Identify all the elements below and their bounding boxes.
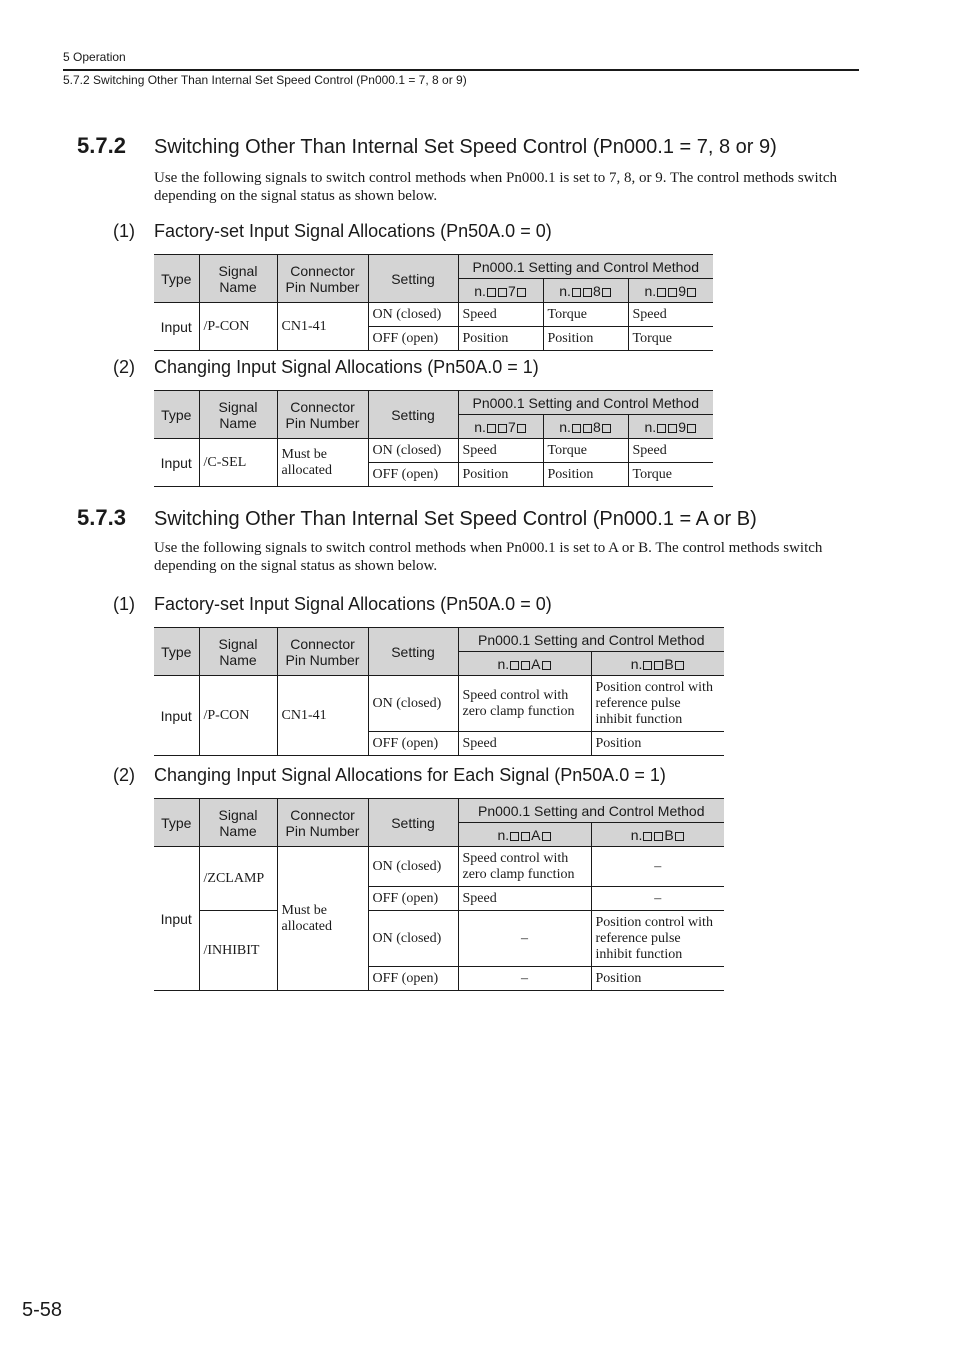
signal-table	[154, 798, 724, 991]
subsection-number: (1)	[113, 594, 135, 614]
cell-value: Speed	[458, 887, 591, 911]
header-connector-pin: Connector Pin Number	[277, 799, 368, 847]
cell-value: Position	[458, 327, 543, 351]
cell-signal-name: /ZCLAMP	[199, 847, 277, 911]
cell-value: Position	[591, 967, 724, 991]
signal-table	[154, 627, 724, 756]
header-signal-name: Signal Name	[199, 255, 277, 303]
cell-type: Input	[154, 676, 199, 756]
cell-value: Position control with reference pulse inhibit function	[591, 676, 724, 732]
cell-value: Torque	[628, 463, 713, 487]
cell-connector-pin: Must be allocated	[277, 439, 368, 487]
header-mode: n. 8	[543, 279, 628, 303]
section-intro: Use the following signals to switch control methods when Pn000.1 is set to A or B. The control methods switch depending on the signal status as shown below.	[154, 540, 823, 574]
header-mode: n. A	[458, 823, 591, 847]
subsection-number: (1)	[113, 221, 135, 241]
cell-setting: ON (closed)	[368, 303, 458, 327]
section-number: 5.7.3	[77, 505, 126, 530]
cell-value: Position control with reference pulse inhibit function	[591, 911, 724, 967]
header-mode: n. 9	[628, 279, 713, 303]
subsection-title: Changing Input Signal Allocations for Each Signal (Pn50A.0 = 1)	[154, 765, 666, 785]
cell-value: Speed	[458, 732, 591, 756]
header-type: Type	[154, 391, 199, 439]
header-signal-name: Signal Name	[199, 628, 277, 676]
page-number: 5-58	[22, 1299, 63, 1321]
section-title: Switching Other Than Internal Set Speed Control (Pn000.1 = 7, 8 or 9)	[154, 136, 777, 158]
header-mode: n. B	[591, 823, 724, 847]
header-mode: n. 8	[543, 415, 628, 439]
cell-type: Input	[154, 847, 199, 991]
cell-value: Torque	[543, 303, 628, 327]
cell-value: Position	[458, 463, 543, 487]
section-heading-5-7-3	[77, 505, 757, 531]
cell-type: Input	[154, 439, 199, 487]
header-setting: Setting	[368, 799, 458, 847]
header-type: Type	[154, 255, 199, 303]
cell-value: Speed	[458, 303, 543, 327]
table-row	[154, 847, 724, 887]
header-rule	[63, 69, 859, 71]
table-row	[154, 676, 724, 732]
cell-value: Speed	[458, 439, 543, 463]
cell-connector-pin: CN1-41	[277, 676, 368, 756]
cell-connector-pin: CN1-41	[277, 303, 368, 351]
cell-setting: OFF (open)	[368, 967, 458, 991]
header-signal-name: Signal Name	[199, 391, 277, 439]
cell-signal-name: /P-CON	[199, 303, 277, 351]
running-header-section: 5.7.2 Switching Other Than Internal Set Speed Control (Pn000.1 = 7, 8 or 9)	[63, 73, 467, 87]
cell-value: Position	[591, 732, 724, 756]
header-connector-pin: Connector Pin Number	[277, 391, 368, 439]
cell-value: Speed control with zero clamp function	[458, 676, 591, 732]
header-connector-pin: Connector Pin Number	[277, 628, 368, 676]
subsection-title: Changing Input Signal Allocations (Pn50A.0 = 1)	[154, 357, 539, 377]
cell-value: –	[458, 911, 591, 967]
cell-value: Position	[543, 463, 628, 487]
cell-value: –	[458, 967, 591, 991]
cell-signal-name: /C-SEL	[199, 439, 277, 487]
signal-table	[154, 390, 713, 487]
header-mode: n. B	[591, 652, 724, 676]
subsection-number: (2)	[113, 765, 135, 785]
signal-table	[154, 254, 713, 351]
table-row	[154, 303, 713, 327]
header-setting: Setting	[368, 255, 458, 303]
cell-setting: ON (closed)	[368, 439, 458, 463]
section-heading-5-7-2	[77, 133, 777, 159]
cell-signal-name: /P-CON	[199, 676, 277, 756]
table-row	[154, 911, 724, 967]
header-control-method: Pn000.1 Setting and Control Method	[458, 628, 724, 652]
header-control-method: Pn000.1 Setting and Control Method	[458, 799, 724, 823]
cell-value: –	[591, 887, 724, 911]
cell-connector-pin: Must be allocated	[277, 847, 368, 991]
header-mode: n. 7	[458, 415, 543, 439]
subsection-heading	[113, 765, 666, 786]
cell-value: –	[591, 847, 724, 887]
cell-value: Torque	[628, 327, 713, 351]
cell-signal-name: /INHIBIT	[199, 911, 277, 991]
header-connector-pin: Connector Pin Number	[277, 255, 368, 303]
header-mode: n. 9	[628, 415, 713, 439]
cell-value: Position	[543, 327, 628, 351]
header-type: Type	[154, 628, 199, 676]
subsection-number: (2)	[113, 357, 135, 377]
header-signal-name: Signal Name	[199, 799, 277, 847]
cell-setting: OFF (open)	[368, 327, 458, 351]
cell-type: Input	[154, 303, 199, 351]
header-type: Type	[154, 799, 199, 847]
cell-setting: OFF (open)	[368, 463, 458, 487]
cell-setting: ON (closed)	[368, 911, 458, 967]
cell-setting: OFF (open)	[368, 887, 458, 911]
subsection-title: Factory-set Input Signal Allocations (Pn50A.0 = 0)	[154, 221, 552, 241]
cell-value: Speed	[628, 303, 713, 327]
table-row	[154, 439, 713, 463]
subsection-heading	[113, 357, 539, 378]
subsection-heading	[113, 594, 552, 615]
header-setting: Setting	[368, 391, 458, 439]
header-setting: Setting	[368, 628, 458, 676]
cell-value: Speed control with zero clamp function	[458, 847, 591, 887]
section-number: 5.7.2	[77, 133, 126, 158]
header-mode: n. 7	[458, 279, 543, 303]
header-mode: n. A	[458, 652, 591, 676]
header-control-method: Pn000.1 Setting and Control Method	[458, 391, 713, 415]
cell-setting: OFF (open)	[368, 732, 458, 756]
cell-setting: ON (closed)	[368, 676, 458, 732]
header-control-method: Pn000.1 Setting and Control Method	[458, 255, 713, 279]
section-intro: Use the following signals to switch control methods when Pn000.1 is set to 7, 8, or 9. The control methods switch depending on the signal status as shown below.	[154, 170, 837, 204]
cell-value: Torque	[543, 439, 628, 463]
subsection-heading	[113, 221, 552, 242]
cell-setting: ON (closed)	[368, 847, 458, 887]
subsection-title: Factory-set Input Signal Allocations (Pn50A.0 = 0)	[154, 594, 552, 614]
running-header-chapter: 5 Operation	[63, 50, 126, 64]
section-title: Switching Other Than Internal Set Speed Control (Pn000.1 = A or B)	[154, 508, 757, 530]
cell-value: Speed	[628, 439, 713, 463]
